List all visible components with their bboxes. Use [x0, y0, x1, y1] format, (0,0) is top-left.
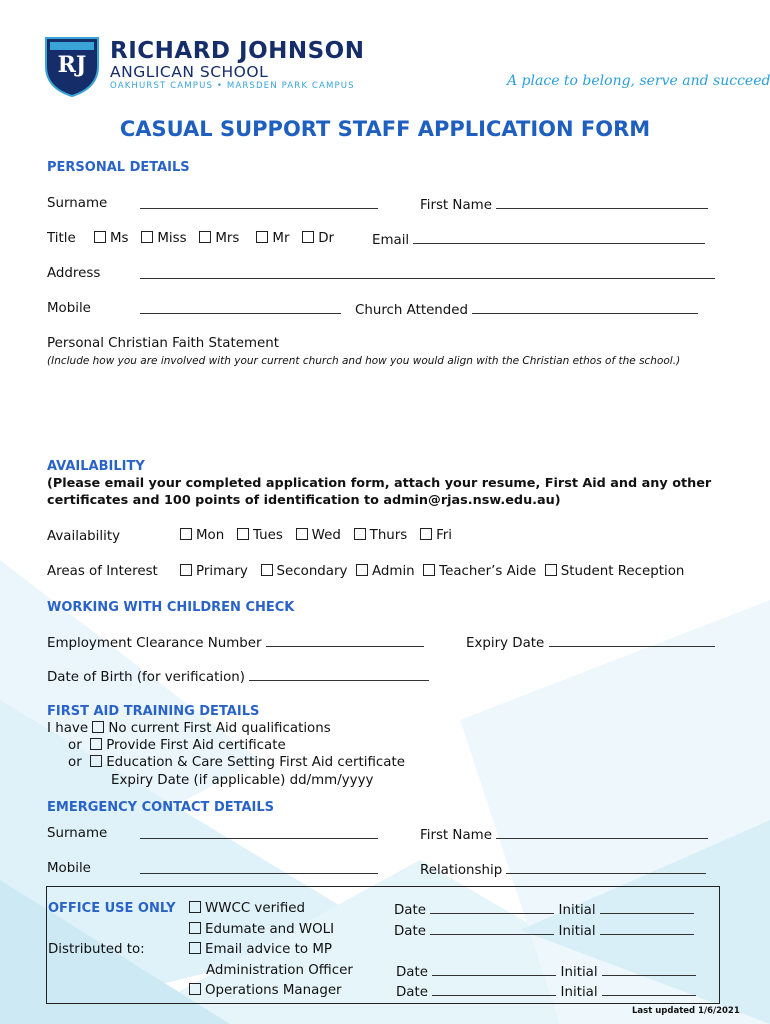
interest-student-reception[interactable]: Student Reception [545, 564, 685, 579]
availability-label: Availability [47, 529, 120, 544]
first-name-label: First Name [420, 198, 492, 213]
surname-field[interactable] [140, 196, 378, 209]
office-item-email-mp[interactable]: Email advice to MP [189, 942, 332, 957]
date-field-1[interactable] [430, 901, 554, 914]
faith-statement-note: (Include how you are involved with your current church and how you would align with the Christian ethos of the school.) [47, 355, 681, 367]
day-tues[interactable]: Tues [237, 528, 283, 543]
wwcc-expiry-field[interactable] [549, 634, 715, 647]
first-aid-option1[interactable]: No current First Aid qualifications [92, 721, 330, 736]
title-option-ms[interactable]: Ms [94, 231, 129, 246]
office-item-edumate[interactable]: Edumate and WOLI [189, 922, 334, 937]
office-item-admin-officer: Administration Officer [206, 963, 353, 978]
date-field-2[interactable] [430, 922, 554, 935]
availability-instruction-line2: certificates and 100 points of identification to admin@rjas.nsw.edu.au) [47, 493, 561, 508]
clearance-field[interactable] [266, 634, 424, 647]
form-title: CASUAL SUPPORT STAFF APPLICATION FORM [119, 117, 651, 141]
availability-days [180, 528, 452, 543]
mobile-label: Mobile [47, 301, 91, 316]
church-label: Church Attended [355, 303, 469, 318]
day-mon[interactable]: Mon [180, 528, 224, 543]
initial-field-3[interactable] [602, 963, 696, 976]
interest-primary[interactable]: Primary [180, 564, 248, 579]
clearance-label: Employment Clearance Number [47, 636, 262, 651]
relationship-field[interactable] [506, 861, 706, 874]
office-date-row1: Date Initial [394, 901, 694, 918]
first-aid-option1-row: I have No current First Aid qualifications [47, 721, 331, 736]
dob-label: Date of Birth (for verification) [47, 670, 245, 685]
first-aid-option3[interactable]: Education & Care Setting First Aid certificate [90, 755, 405, 770]
first-aid-heading: FIRST AID TRAINING DETAILS [47, 704, 260, 719]
distributed-label: Distributed to: [48, 942, 145, 957]
title-option-miss[interactable]: Miss [141, 231, 186, 246]
faith-statement-field[interactable] [47, 372, 717, 452]
first-aid-option3-row: or Education & Care Setting First Aid certificate [68, 755, 405, 770]
office-date-row4: Date Initial [396, 983, 696, 1000]
title-options [94, 231, 334, 246]
wwcc-expiry-label: Expiry Date [466, 636, 545, 651]
office-use-heading: OFFICE USE ONLY [48, 901, 176, 916]
admin-email-link[interactable]: admin@rjas.nsw.edu.au [383, 493, 555, 508]
first-aid-option2[interactable]: Provide First Aid certificate [90, 738, 286, 753]
interest-options [180, 564, 684, 579]
school-tagline: A place to belong, serve and succeed [507, 73, 770, 89]
email-label: Email [372, 233, 410, 248]
personal-details-heading: PERSONAL DETAILS [47, 160, 190, 175]
date-field-4[interactable] [432, 983, 556, 996]
office-item-wwcc[interactable]: WWCC verified [189, 901, 305, 916]
day-fri[interactable]: Fri [420, 528, 452, 543]
interest-admin[interactable]: Admin [356, 564, 415, 579]
wwcc-heading: WORKING WITH CHILDREN CHECK [47, 600, 295, 615]
title-option-mr[interactable]: Mr [256, 231, 289, 246]
day-thurs[interactable]: Thurs [354, 528, 408, 543]
title-option-dr[interactable]: Dr [302, 231, 334, 246]
school-crest [42, 30, 102, 98]
faith-statement-label: Personal Christian Faith Statement [47, 336, 279, 351]
office-date-row2: Date Initial [394, 922, 694, 939]
office-date-row3: Date Initial [396, 963, 696, 980]
office-item-operations[interactable]: Operations Manager [189, 983, 342, 998]
date-field-3[interactable] [432, 963, 556, 976]
emergency-mobile-label: Mobile [47, 861, 91, 876]
initial-field-1[interactable] [600, 901, 694, 914]
title-label: Title [47, 231, 76, 246]
school-name-line2: ANGLICAN SCHOOL [110, 63, 269, 81]
email-field[interactable] [413, 231, 705, 244]
address-label: Address [47, 266, 101, 281]
emergency-first-name-field[interactable] [496, 826, 708, 839]
emergency-mobile-field[interactable] [140, 861, 378, 874]
first-aid-expiry: Expiry Date (if applicable) dd/mm/yyyy [111, 773, 374, 788]
initial-field-2[interactable] [600, 922, 694, 935]
interest-teachers-aide[interactable]: Teacher’s Aide [423, 564, 536, 579]
campuses-text: OAKHURST CAMPUS • MARSDEN PARK CAMPUS [110, 81, 355, 91]
school-name-line1: RICHARD JOHNSON [110, 38, 365, 64]
emergency-surname-field[interactable] [140, 826, 378, 839]
availability-instruction-line1: (Please email your completed application form, attach your resume, First Aid and any other [47, 476, 712, 491]
initial-field-4[interactable] [602, 983, 696, 996]
emergency-heading: EMERGENCY CONTACT DETAILS [47, 800, 275, 815]
crest-initials: RJ [57, 52, 87, 78]
interest-label: Areas of Interest [47, 564, 158, 579]
emergency-first-name-label: First Name [420, 828, 492, 843]
title-option-mrs[interactable]: Mrs [199, 231, 239, 246]
relationship-label: Relationship [420, 863, 503, 878]
surname-label: Surname [47, 196, 108, 211]
emergency-surname-label: Surname [47, 826, 108, 841]
mobile-field[interactable] [140, 301, 341, 314]
first-aid-option2-row: or Provide First Aid certificate [68, 738, 286, 753]
address-field[interactable] [140, 266, 715, 279]
last-updated: Last updated 1/6/2021 [632, 1006, 740, 1016]
first-name-field[interactable] [496, 196, 708, 209]
interest-secondary[interactable]: Secondary [261, 564, 348, 579]
availability-heading: AVAILABILITY [47, 459, 145, 474]
church-field[interactable] [472, 301, 698, 314]
day-wed[interactable]: Wed [296, 528, 341, 543]
dob-field[interactable] [249, 668, 429, 681]
